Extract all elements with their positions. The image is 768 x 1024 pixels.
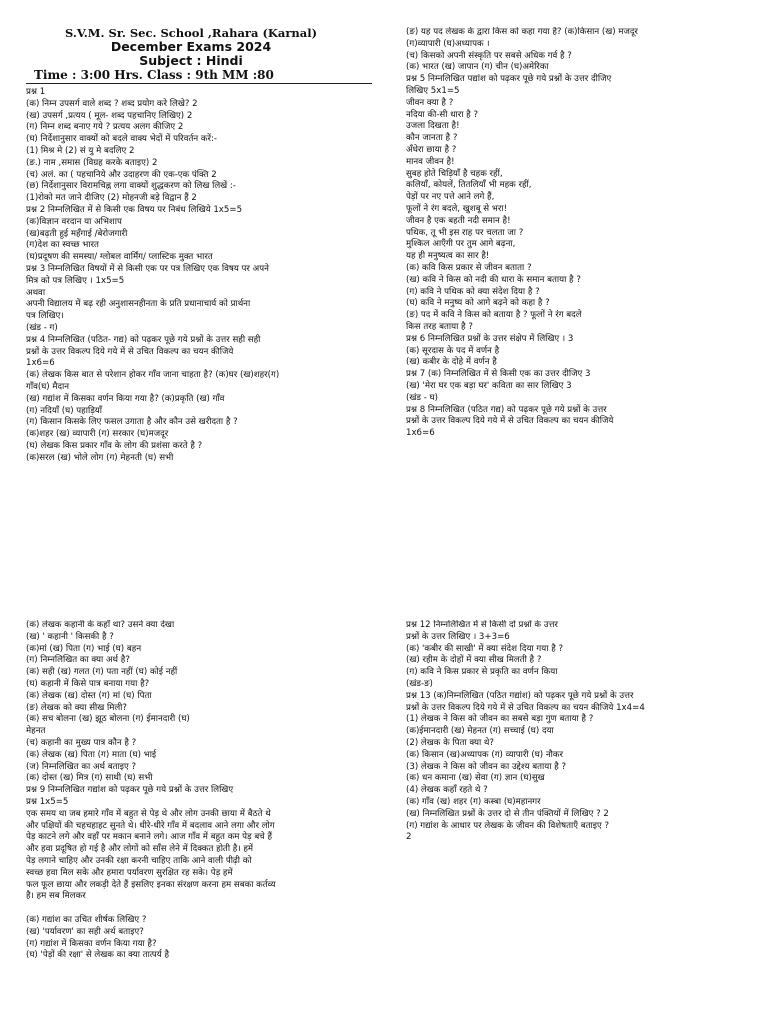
text-line: (खंड - ग) bbox=[26, 322, 58, 333]
text-line: (ङ.) नाम ,समास (विग्रह करके बताइए) 2 bbox=[26, 157, 158, 168]
text-line: (ग) कवि ने किस प्रकार से प्रकृति का वर्णन किया bbox=[406, 667, 558, 678]
text-line: यह ही मनुष्यत्व का सार है! bbox=[406, 251, 490, 262]
exam-title: December Exams 2024 bbox=[110, 39, 272, 54]
text-line: प्रश्नों के उत्तर विकल्प दिये गये में से उचित विकल्प का चयन कीजिये 1x4=4 bbox=[406, 702, 645, 713]
text-line: (च) अलं. का ( पहचानिये और उदाहरण की एक-एक पंक्ति 2 bbox=[26, 169, 217, 180]
text-line: (ङ) यह पद लेखक के द्वारा किस को कहा गया है? (क)किसान (ख) मजदूर bbox=[406, 27, 638, 37]
text-line: (ख) उपसर्ग ,प्रत्यय ( मूल- शब्द पहचानिए लिखिए) 2 bbox=[26, 110, 193, 121]
text-line: (क) निम्न उपसर्ग वाले शब्द ? शब्द प्रयोग करे लिखे? 2 bbox=[26, 98, 198, 109]
text-line: (ख) गद्यांश में किसका वर्णन किया गया है? (क)प्रकृति (ख) गाँव bbox=[26, 393, 225, 404]
text-line: (ख) रहीम के दोहों में क्या सीख मिलती है ? bbox=[406, 655, 542, 666]
text-line: प्रश्न 1x5=5 bbox=[26, 796, 69, 807]
header-divider bbox=[26, 83, 372, 84]
text-line: (खंड - घ) bbox=[406, 392, 438, 403]
bottom-left-column bbox=[26, 620, 382, 962]
text-line: (ख) 'मेरा घर एक बड़ा घर' कविता का सार लिखिए 3 bbox=[406, 380, 572, 391]
text-line: (1) लेखक ने किस को जीवन का सबसे बड़ा गुण बताया है ? bbox=[406, 714, 594, 725]
text-line: किस तरह बताया है ? bbox=[406, 321, 473, 332]
text-line: प्रश्न 4 निम्नलिखित (पठित- गद्य) को पढ़कर पूछे गये प्रश्नों के उत्तर सही सही bbox=[26, 334, 261, 345]
text-line: (ग) नदियाँ (घ) पहाड़ियाँ bbox=[26, 405, 102, 416]
text-line: 1x6=6 bbox=[26, 358, 55, 369]
text-line: (ग) कवि ने पथिक को क्या संदेश दिया है ? bbox=[406, 286, 540, 297]
top-right-column bbox=[406, 27, 760, 440]
text-line: (क) सूरदास के पद में वर्णन है bbox=[406, 345, 500, 356]
text-line: (क) दोस्त (ख) मित्र (ग) साथी (घ) सभी bbox=[26, 773, 153, 784]
text-line: (क) सच बोलना (ख) झूठ बोलना (ग) ईमानदारी (घ) bbox=[26, 714, 190, 725]
bottom-right-column bbox=[406, 620, 760, 844]
text-line: (4) लेखक कहाँ रहते थे ? bbox=[406, 785, 488, 796]
text-line: (घ) कवि ने मनुष्य को आगे बढ़ने को कहा है ? bbox=[406, 298, 550, 309]
top-right-text bbox=[406, 27, 760, 440]
text-line: (क)मां (ख) पिता (ग) भाई (घ) बहन bbox=[26, 643, 142, 654]
text-line: (ख) निम्नलिखित प्रश्नों के उत्तर दो से तीन पंक्तियों में लिखिए ? 2 bbox=[406, 808, 609, 819]
text-line: प्रश्न 3 निम्नलिखित विषयों में से किसी एक पर पत्र लिखिए एक विषय पर अपने bbox=[26, 263, 269, 274]
text-line: (ग)देश का स्वच्छ भारत bbox=[26, 240, 99, 251]
text-line: (ख)बढ़ती हुई महँगाई /बेरोजगारी bbox=[26, 228, 128, 239]
text-line: (क) लेखक (ख) दोस्त (ग) मां (घ) पिता bbox=[26, 690, 152, 701]
text-line: प्रश्न 9 निम्नलिखित गद्यांश को पढ़कर पूछे गये प्रश्नों के उत्तर लिखिए bbox=[26, 785, 234, 796]
text-line: (ङ) पद में कवि ने किस को बताया है ? फूलों ने रंग बदले bbox=[406, 310, 582, 321]
text-line: फल फूल छाया और लकड़ी देते हैं इसलिए इनका संरक्षण करना हम सबका कर्तव्य bbox=[26, 879, 276, 890]
text-line: पेड़ काटने लगे और वहाँ पर मकान बनाने लगे। आज गाँव में बहुत कम पेड़ बचे हैं bbox=[26, 832, 273, 843]
text-line: (ज) निम्नलिखित का अर्थ बताइए ? bbox=[26, 761, 137, 772]
text-line: (घ) लेखक किस प्रकार गाँव के लोग की प्रशंसा करते है ? bbox=[26, 440, 203, 451]
text-line: 1x6=6 bbox=[406, 428, 435, 439]
text-line: एक समय था जब हमारे गाँव में बहुत से पेड़ थे और लोग उनकी छाया में बैठते थे bbox=[26, 808, 271, 819]
text-line: प्रश्न 1 bbox=[26, 87, 46, 97]
text-line: पेड़ लगाने चाहिए और उनकी रक्षा करनी चाहिए ताकि आने वाली पीढ़ी को bbox=[26, 855, 252, 866]
text-line: और पक्षियों की चहचहाहट सुनते थे। धीरे-धीरे गाँव में बदलाव आने लगा और लोग bbox=[26, 820, 275, 831]
text-line: (क)सरल (ख) भोले लोग (ग) मेहनती (घ) सभी bbox=[26, 452, 174, 463]
text-line: प्रश्न 5 निम्नलिखित पद्यांश को पढ़कर पूछे गये प्रश्नों के उत्तर दीजिए bbox=[406, 74, 612, 85]
text-line: (ख) 'पर्यावरण' का सही अर्थ बताइए? bbox=[26, 926, 144, 937]
text-line: (ङ) लेखक को क्या सीख मिली? bbox=[26, 702, 127, 713]
text-line: (क)ईमानदारी (ख) मेहनत (ग) सच्चाई (घ) दया bbox=[406, 726, 554, 737]
text-line: (क) गद्यांश का उचित शीर्षक लिखिए ? bbox=[26, 914, 147, 925]
text-line: प्रश्न 7 (क) निम्नलिखित में से किसी एक का उत्तर दीजिए 3 bbox=[406, 369, 591, 380]
text-line: (क) लेखक (ख) पिता (ग) माता (घ) भाई bbox=[26, 749, 157, 760]
text-line: (क) लेखक कहानी के कहाँ था? उसने क्या देखा bbox=[26, 620, 175, 630]
text-line: मुश्किल आएँगी पर तुम आगे बढ़ना, bbox=[406, 239, 516, 250]
text-line: (च) किसको अपनी संस्कृति पर सबसे अधिक गर्व है ? bbox=[406, 50, 572, 61]
text-line: (घ) कहानी में किसे पात्र बनाया गया है? bbox=[26, 678, 150, 689]
text-line: (क) धन कमाना (ख) सेवा (ग) ज्ञान (घ)सुख bbox=[406, 773, 545, 784]
text-line: (क)शहर (ख) व्यापारी (ग) सरकार (घ)मजदूर bbox=[26, 429, 169, 440]
text-line: (ख) कवि ने किस को नदी की धारा के समान बताया है ? bbox=[406, 274, 581, 285]
text-line: जीवन है एक बहती नदी समान है! bbox=[406, 215, 511, 226]
text-line: मानव जीवन है! bbox=[406, 156, 455, 167]
text-line: (क) लेखक किस बात से परेशान होकर गाँव जाना चाहता है? (क)घर (ख)शहर(ग) bbox=[26, 370, 280, 381]
text-line: मित्र को पत्र लिखिए । 1x5=5 bbox=[26, 275, 125, 286]
text-line: (घ)प्रदूषण की समस्या/ ग्लोबल वार्मिंग/ प्लास्टिक मुक्त भारत bbox=[26, 252, 213, 263]
text-line: जीवन क्या है ? bbox=[406, 97, 454, 108]
text-line: (खंड-ङ) bbox=[406, 678, 433, 689]
text-line: (ख) ' कहानी ' किसकी है ? bbox=[26, 631, 114, 642]
text-line: (क) गाँव (ख) शहर (ग) कस्बा (घ)महानगर bbox=[406, 796, 541, 807]
text-line: (क) 'कबीर की साखी' में क्या संदेश दिया गया है ? bbox=[406, 643, 564, 654]
text-line: (च) कहानी का मुख्य पात्र कौन है ? bbox=[26, 737, 137, 748]
text-line: पेड़ों पर नए पत्ते आने लगे हैं, bbox=[406, 192, 495, 203]
text-line: (1)रोको मत जाने दीजिए (2) मोहनजी बड़े विद्वान हैं 2 bbox=[26, 193, 197, 204]
exam-meta: Time : 3:00 Hrs. Class : 9th MM :80 bbox=[34, 68, 274, 82]
text-line: (घ) निर्देशानुसार वाक्यों को बदले वाक्य भेदों में परिवर्तन करें:- bbox=[26, 134, 217, 145]
text-line: (ग)व्यापारी (घ)अध्यापक । bbox=[406, 38, 490, 49]
text-line: अथवा bbox=[26, 287, 46, 298]
text-line: अँधेरा छाया है ? bbox=[406, 144, 457, 155]
text-line: (ग) निम्न शब्द बनाए गये ? प्रत्यय अलग कीजिए 2 bbox=[26, 122, 184, 133]
text-line: (क) किसान (ख)अध्यापक (ग) व्यापारी (घ) नौकर bbox=[406, 749, 563, 760]
text-line: प्रश्न 12 निम्नलिखित में से किसी दो प्रश्नों के उत्तर bbox=[406, 620, 558, 630]
bottom-left-text bbox=[26, 620, 382, 962]
text-line: (ख) कबीर के दोहे में वर्णन है bbox=[406, 357, 497, 368]
bottom-right-text bbox=[406, 620, 760, 844]
text-line: गाँव(घ) मैदान bbox=[26, 381, 70, 392]
text-line: सुबह होते चिड़ियाँ है चहक रहीं, bbox=[406, 168, 503, 179]
text-line: (ग) गद्यांश के आधार पर लेखक के जीवन की विशेषताएँ बताइए ? bbox=[406, 820, 610, 831]
text-line bbox=[26, 903, 382, 915]
text-line: प्रश्नों के उत्तर लिखिए । 3+3=6 bbox=[406, 631, 510, 642]
text-line: (क) भारत (ख) जापान (ग) चीन (घ)अमेरिका bbox=[406, 62, 549, 73]
text-line: प्रश्न 6 निम्नलिखित प्रश्नों के उत्तर संक्षेप में लिखिए । 3 bbox=[406, 333, 574, 344]
text-line: (क) सही (ख) गलत (ग) पता नहीं (घ) कोई नहीं bbox=[26, 667, 178, 678]
text-line: (1) मिश्र मे (2) सं यु मे बदलिए 2 bbox=[26, 145, 135, 156]
text-line: है। हम सब मिलकर bbox=[26, 891, 86, 902]
text-line: और हवा प्रदूषित हो गई है और लोगों को साँस लेने में दिक्कत होती है। हमें bbox=[26, 844, 254, 855]
text-line: (छ) निर्देशानुसार विरामचिह्न लगा वाक्यों शुद्धकरण को लिख लिखें :- bbox=[26, 181, 236, 192]
text-line: पत्र लिखिए। bbox=[26, 311, 64, 322]
text-line: कलियाँ, कोयलें, तितलियाँ भी महक रहीं, bbox=[406, 180, 532, 191]
top-left-column bbox=[26, 26, 382, 465]
text-line: (क) कवि किस प्रकार से जीवन बताता ? bbox=[406, 262, 532, 273]
text-line: मेहनत bbox=[26, 726, 46, 737]
text-line: प्रश्नों के उत्तर विकल्प दिये गये में से उचित विकल्प का चयन कीजिये bbox=[26, 346, 234, 357]
text-line: (ग) गद्यांश में किसका वर्णन किया गया है? bbox=[26, 938, 157, 949]
text-line: नदिया की-सी धारा है ? bbox=[406, 109, 479, 120]
text-line: स्वच्छ हवा मिल सके और हमारा पर्यावरण सुरक्षित रह सके। पेड़ हमें bbox=[26, 867, 233, 878]
text-line: लिखिए 5x1=5 bbox=[406, 85, 460, 96]
school-name: S.V.M. Sr. Sec. School ,Rahara (Karnal) bbox=[64, 26, 318, 40]
text-line: (क)विज्ञान वरदान या अभिशाप bbox=[26, 216, 122, 227]
text-line: फूलों ने रंग बदले, खुशबू से भरा! bbox=[406, 203, 508, 214]
text-line: उजला दिखता है! bbox=[406, 121, 460, 132]
text-line: (2) लेखक के पिता क्या थे? bbox=[406, 737, 494, 748]
top-left-text bbox=[26, 87, 382, 465]
text-line: प्रश्न 2 निम्नलिखित में से किसी एक विषय पर निबंध लिखिये 1x5=5 bbox=[26, 204, 243, 215]
text-line: (ग) किसान किसके लिए फसल उगाता है और कौन उसे खरीदता है ? bbox=[26, 417, 238, 428]
text-line: कौन जानता है ? bbox=[406, 133, 458, 144]
text-line: प्रश्न 13 (क)निम्नलिखित (पठित गद्यांश) को पढ़कर पूछे गये प्रश्नों के उत्तर bbox=[406, 690, 634, 701]
text-line: प्रश्नों के उत्तर विकल्प दिये गये में से उचित विकल्प का चयन कीजिये bbox=[406, 416, 614, 427]
text-line: (घ) 'पेड़ों की रक्षा' से लेखक का क्या तात्पर्य है bbox=[26, 950, 170, 961]
subject-title: Subject : Hindi bbox=[139, 53, 243, 68]
text-line: 2 bbox=[406, 832, 412, 843]
text-line: (ग) निम्नलिखित का क्या अर्थ है? bbox=[26, 655, 130, 666]
text-line: अपनी विद्यालय में बढ़ रही अनुशासनहीनता के प्रति प्रधानाचार्य को प्रार्थना bbox=[26, 299, 251, 310]
text-line: पथिक, तू भी इस राह पर चलता जा ? bbox=[406, 227, 524, 238]
text-line: प्रश्न 8 निम्नलिखित (पठित गद्य) को पढ़कर पूछे गये प्रश्नों के उत्तर bbox=[406, 404, 607, 415]
text-line: (3) लेखक ने किस को जीवन का उद्देश्य बताया है ? bbox=[406, 761, 567, 772]
